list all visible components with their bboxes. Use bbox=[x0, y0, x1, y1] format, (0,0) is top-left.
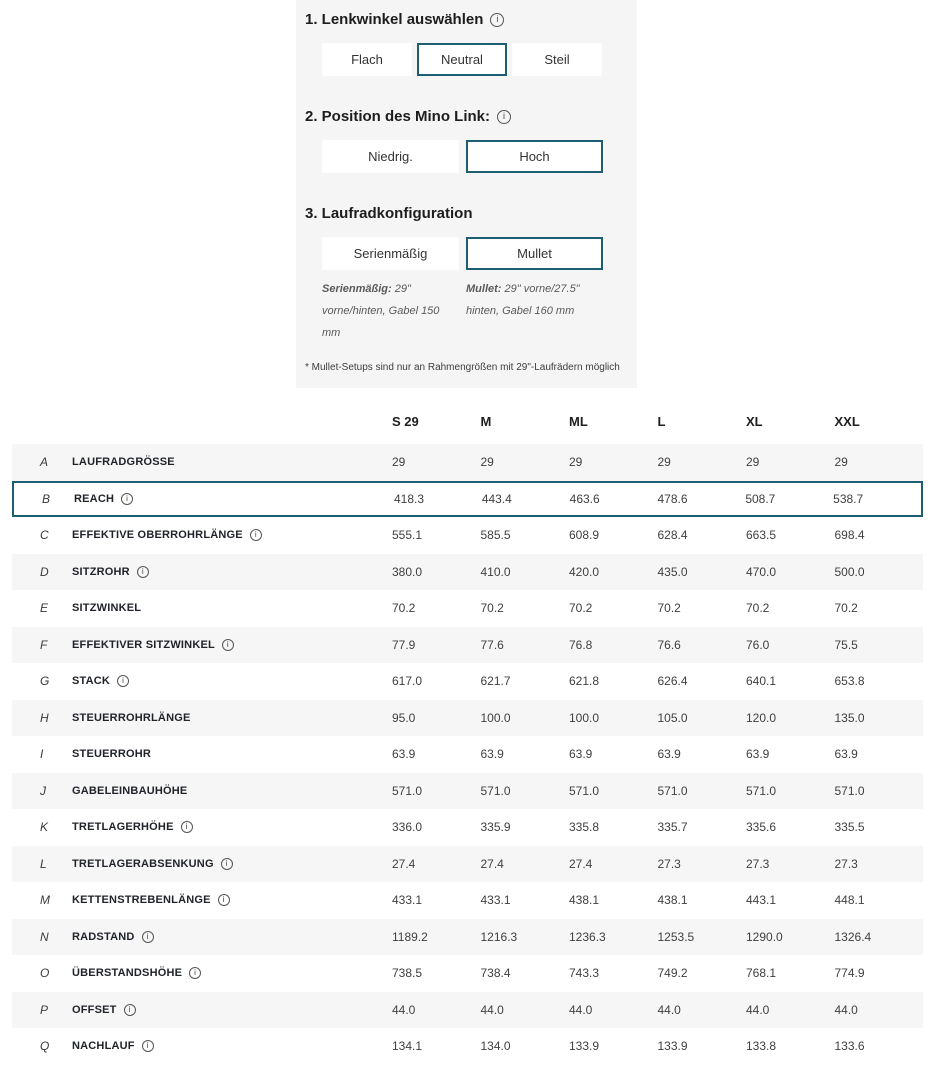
row-letter: P bbox=[40, 1002, 49, 1017]
caption-lead: Serienmäßig: bbox=[322, 283, 392, 295]
row-label bbox=[72, 712, 392, 724]
geometry-value: 1253.5 bbox=[657, 929, 695, 944]
geometry-value: 335.5 bbox=[834, 820, 865, 835]
row-letter: G bbox=[40, 674, 50, 689]
caption-mullet bbox=[466, 278, 603, 344]
column-header-s29: S 29 bbox=[392, 413, 419, 429]
geometry-value: 585.5 bbox=[480, 528, 511, 543]
row-letter: J bbox=[40, 783, 46, 798]
row-label-text: NACHLAUF bbox=[72, 1040, 135, 1053]
geometry-value: 135.0 bbox=[834, 710, 865, 725]
option-button-niedrig-[interactable]: Niedrig. bbox=[322, 140, 459, 173]
geometry-value: 27.4 bbox=[569, 856, 593, 871]
option-button-hoch[interactable]: Hoch bbox=[466, 140, 603, 173]
geometry-value: 336.0 bbox=[392, 820, 423, 835]
info-icon[interactable]: i bbox=[142, 1040, 154, 1052]
row-label-text: STACK bbox=[72, 675, 111, 688]
geometry-value: 134.1 bbox=[392, 1039, 423, 1054]
geometry-value: 640.1 bbox=[746, 674, 777, 689]
row-letter: H bbox=[40, 710, 49, 725]
geometry-value: 70.2 bbox=[746, 601, 770, 616]
info-icon[interactable]: i bbox=[497, 110, 511, 124]
lenkwinkel-options bbox=[322, 43, 637, 76]
mino-link-options bbox=[322, 140, 637, 173]
info-icon[interactable]: i bbox=[121, 493, 133, 505]
row-label bbox=[72, 858, 392, 870]
geometry-value: 443.1 bbox=[746, 893, 777, 908]
geometry-value: 29 bbox=[657, 455, 671, 470]
geometry-row-J[interactable] bbox=[12, 773, 923, 810]
row-label bbox=[72, 639, 392, 651]
row-letter: N bbox=[40, 929, 49, 944]
geometry-value: 555.1 bbox=[392, 528, 423, 543]
geometry-value: 663.5 bbox=[746, 528, 777, 543]
geometry-value: 29 bbox=[392, 455, 406, 470]
row-label bbox=[72, 456, 392, 468]
geometry-value: 44.0 bbox=[480, 1002, 504, 1017]
geometry-value: 133.6 bbox=[834, 1039, 865, 1054]
caption-serienmaessig bbox=[322, 278, 459, 344]
row-label-text: LAUFRADGRÖSSE bbox=[72, 456, 175, 469]
row-label-text: EFFEKTIVER SITZWINKEL bbox=[72, 638, 215, 651]
info-icon[interactable]: i bbox=[137, 566, 149, 578]
geometry-value: 105.0 bbox=[657, 710, 688, 725]
geometry-row-I[interactable] bbox=[12, 736, 923, 773]
geometry-value: 335.6 bbox=[746, 820, 777, 835]
option-button-flach[interactable]: Flach bbox=[322, 43, 412, 76]
caption-text: 29" vorne/hinten, Gabel 150 mm bbox=[322, 283, 440, 339]
geometry-value: 100.0 bbox=[569, 710, 600, 725]
geometry-value: 571.0 bbox=[657, 783, 688, 798]
geometry-value: 63.9 bbox=[746, 747, 770, 762]
row-label bbox=[72, 1004, 392, 1016]
geometry-value: 571.0 bbox=[834, 783, 865, 798]
geometry-value: 743.3 bbox=[569, 966, 600, 981]
section-title-text: 3. Laufradkonfiguration bbox=[305, 205, 473, 222]
row-label-text: STEUERROHR bbox=[72, 748, 152, 761]
row-label bbox=[72, 566, 392, 578]
geometry-value: 608.9 bbox=[569, 528, 600, 543]
row-label bbox=[72, 748, 392, 760]
geometry-value: 335.9 bbox=[480, 820, 511, 835]
geometry-row-H[interactable] bbox=[12, 700, 923, 737]
geometry-value: 768.1 bbox=[746, 966, 777, 981]
row-letter: E bbox=[40, 601, 49, 616]
geometry-value: 76.8 bbox=[569, 637, 593, 652]
geometry-value: 44.0 bbox=[569, 1002, 593, 1017]
geometry-value: 29 bbox=[746, 455, 760, 470]
geometry-row-C[interactable] bbox=[12, 517, 923, 554]
row-label bbox=[72, 967, 392, 979]
geometry-value: 70.2 bbox=[480, 601, 504, 616]
option-button-serienm-ig[interactable]: Serienmäßig bbox=[322, 237, 459, 270]
column-header-xxl: XXL bbox=[834, 413, 860, 429]
geometry-value: 133.9 bbox=[657, 1039, 688, 1054]
geometry-row-Q[interactable] bbox=[12, 1028, 923, 1065]
option-button-neutral[interactable]: Neutral bbox=[417, 43, 507, 76]
geometry-row-G[interactable] bbox=[12, 663, 923, 700]
geometry-value: 29 bbox=[480, 455, 494, 470]
geometry-value: 75.5 bbox=[834, 637, 858, 652]
info-icon[interactable]: i bbox=[222, 639, 234, 651]
geometry-value: 44.0 bbox=[746, 1002, 770, 1017]
geometry-value: 120.0 bbox=[746, 710, 777, 725]
row-letter: K bbox=[40, 820, 49, 835]
geometry-value: 380.0 bbox=[392, 564, 423, 579]
geometry-value: 1236.3 bbox=[569, 929, 606, 944]
geometry-value: 63.9 bbox=[392, 747, 416, 762]
info-icon[interactable]: i bbox=[181, 821, 193, 833]
geometry-value: 27.4 bbox=[392, 856, 416, 871]
row-label-text: STEUERROHRLÄNGE bbox=[72, 711, 191, 724]
row-label bbox=[72, 529, 392, 541]
column-header-l: L bbox=[657, 413, 666, 429]
geometry-value: 27.3 bbox=[657, 856, 681, 871]
geometry-value: 500.0 bbox=[834, 564, 865, 579]
geometry-value: 438.1 bbox=[657, 893, 688, 908]
row-label bbox=[72, 675, 392, 687]
geometry-value: 27.3 bbox=[746, 856, 770, 871]
geometry-value: 77.6 bbox=[480, 637, 504, 652]
geometry-value: 76.6 bbox=[657, 637, 681, 652]
row-label bbox=[72, 894, 392, 906]
geometry-value: 70.2 bbox=[569, 601, 593, 616]
row-label-text: SITZWINKEL bbox=[72, 602, 142, 615]
row-letter: O bbox=[40, 966, 50, 981]
section-title-text: 2. Position des Mino Link: bbox=[305, 108, 491, 125]
info-icon[interactable]: i bbox=[189, 967, 201, 979]
geometry-table-body bbox=[12, 444, 923, 1065]
row-label-text: REACH bbox=[74, 492, 115, 505]
option-button-mullet[interactable]: Mullet bbox=[466, 237, 603, 270]
wheel-config-captions bbox=[322, 278, 637, 344]
geometry-value: 621.7 bbox=[480, 674, 511, 689]
geometry-row-P[interactable] bbox=[12, 992, 923, 1029]
geometry-table-header bbox=[12, 398, 923, 444]
row-label-text: GABELEINBAUHÖHE bbox=[72, 784, 188, 797]
geometry-value: 410.0 bbox=[480, 564, 511, 579]
caption-lead: Mullet: bbox=[466, 283, 502, 295]
column-header-ml: ML bbox=[569, 413, 588, 429]
geometry-value: 70.2 bbox=[834, 601, 858, 616]
geometry-value: 1189.2 bbox=[392, 929, 428, 944]
option-button-steil[interactable]: Steil bbox=[512, 43, 602, 76]
geometry-value: 63.9 bbox=[480, 747, 504, 762]
geometry-value: 70.2 bbox=[657, 601, 681, 616]
row-letter: I bbox=[40, 747, 44, 762]
geometry-value: 420.0 bbox=[569, 564, 600, 579]
row-label-text: RADSTAND bbox=[72, 930, 135, 943]
section-title-laufradkonfiguration bbox=[305, 205, 637, 222]
geometry-value: 95.0 bbox=[392, 710, 416, 725]
row-label bbox=[72, 931, 392, 943]
geometry-value: 698.4 bbox=[834, 528, 865, 543]
row-letter: M bbox=[40, 893, 50, 908]
geometry-value: 44.0 bbox=[392, 1002, 416, 1017]
geometry-value: 448.1 bbox=[834, 893, 865, 908]
geometry-value: 29 bbox=[569, 455, 583, 470]
geometry-value: 44.0 bbox=[657, 1002, 681, 1017]
geometry-row-L[interactable] bbox=[12, 846, 923, 883]
geometry-value: 27.3 bbox=[834, 856, 858, 871]
row-label-text: OFFSET bbox=[72, 1003, 117, 1016]
geometry-value: 1290.0 bbox=[746, 929, 783, 944]
section-title-mino-link bbox=[305, 108, 637, 125]
row-letter: C bbox=[40, 528, 49, 543]
geometry-value: 1216.3 bbox=[480, 929, 518, 944]
geometry-value: 29 bbox=[834, 455, 848, 470]
row-letter: L bbox=[40, 856, 47, 871]
geometry-value: 335.8 bbox=[569, 820, 600, 835]
geometry-value: 433.1 bbox=[480, 893, 511, 908]
info-icon[interactable]: i bbox=[124, 1004, 136, 1016]
row-label-text: EFFEKTIVE OBERROHRLÄNGE bbox=[72, 529, 243, 542]
geometry-value: 133.8 bbox=[746, 1039, 777, 1054]
geometry-value: 134.0 bbox=[480, 1039, 511, 1054]
geometry-value: 571.0 bbox=[392, 783, 423, 798]
geometry-value: 621.8 bbox=[569, 674, 600, 689]
geometry-row-A[interactable] bbox=[12, 444, 923, 481]
row-label-text: SITZROHR bbox=[72, 565, 130, 578]
geometry-value: 470.0 bbox=[746, 564, 777, 579]
geometry-row-K[interactable] bbox=[12, 809, 923, 846]
geometry-value: 478.6 bbox=[657, 491, 688, 506]
geometry-value: 63.9 bbox=[834, 747, 858, 762]
geometry-value: 508.7 bbox=[745, 491, 776, 506]
geometry-value: 738.5 bbox=[392, 966, 423, 981]
geometry-value: 418.3 bbox=[394, 491, 425, 506]
geometry-value: 27.4 bbox=[480, 856, 504, 871]
geometry-value: 77.9 bbox=[392, 637, 416, 652]
info-icon[interactable]: i bbox=[221, 858, 233, 870]
geometry-row-B[interactable] bbox=[12, 481, 923, 518]
laufrad-options bbox=[322, 237, 637, 270]
info-icon[interactable]: i bbox=[490, 13, 504, 27]
geometry-value: 653.8 bbox=[834, 674, 865, 689]
info-icon[interactable]: i bbox=[117, 675, 129, 687]
geometry-value: 438.1 bbox=[569, 893, 600, 908]
geometry-value: 463.6 bbox=[569, 491, 600, 506]
row-label-text: TRETLAGERHÖHE bbox=[72, 821, 174, 834]
geometry-value: 63.9 bbox=[569, 747, 593, 762]
geometry-value: 617.0 bbox=[392, 674, 423, 689]
geometry-value: 335.7 bbox=[657, 820, 688, 835]
geometry-value: 76.0 bbox=[746, 637, 770, 652]
geometry-row-O[interactable] bbox=[12, 955, 923, 992]
row-letter: F bbox=[40, 637, 48, 652]
geometry-value: 443.4 bbox=[481, 491, 512, 506]
info-icon[interactable]: i bbox=[142, 931, 154, 943]
row-letter: D bbox=[40, 564, 49, 579]
info-icon[interactable]: i bbox=[218, 894, 230, 906]
geometry-value: 435.0 bbox=[657, 564, 688, 579]
row-label-text: KETTENSTREBENLÄNGE bbox=[72, 894, 211, 907]
row-label-text: ÜBERSTANDSHÖHE bbox=[72, 967, 183, 980]
geometry-value: 1326.4 bbox=[834, 929, 872, 944]
row-label bbox=[74, 493, 394, 505]
geometry-row-F[interactable] bbox=[12, 627, 923, 664]
row-label bbox=[72, 785, 392, 797]
geometry-value: 571.0 bbox=[569, 783, 600, 798]
row-letter: A bbox=[40, 455, 49, 470]
column-header-m: M bbox=[480, 413, 492, 429]
section-title-lenkwinkel bbox=[305, 11, 637, 28]
geometry-value: 44.0 bbox=[834, 1002, 858, 1017]
geometry-value: 571.0 bbox=[480, 783, 511, 798]
geometry-configurator-panel bbox=[296, 0, 637, 388]
row-label bbox=[72, 821, 392, 833]
geometry-value: 774.9 bbox=[834, 966, 865, 981]
geometry-value: 749.2 bbox=[657, 966, 688, 981]
row-label bbox=[72, 602, 392, 614]
caption-text: 29" vorne/27.5" hinten, Gabel 160 mm bbox=[466, 283, 580, 317]
geometry-table bbox=[12, 398, 923, 1065]
geometry-value: 571.0 bbox=[746, 783, 777, 798]
column-header-xl: XL bbox=[746, 413, 763, 429]
row-letter: B bbox=[42, 491, 51, 506]
mullet-footnote: * Mullet-Setups sind nur an Rahmengrößen mit 29"-Laufrädern möglich bbox=[305, 362, 620, 373]
geometry-value: 433.1 bbox=[392, 893, 423, 908]
geometry-value: 538.7 bbox=[833, 491, 864, 506]
geometry-value: 63.9 bbox=[657, 747, 681, 762]
geometry-value: 100.0 bbox=[480, 710, 511, 725]
geometry-value: 70.2 bbox=[392, 601, 416, 616]
geometry-value: 628.4 bbox=[657, 528, 688, 543]
row-label bbox=[72, 1040, 392, 1052]
section-title-text: 1. Lenkwinkel auswählen bbox=[305, 11, 484, 28]
geometry-value: 738.4 bbox=[480, 966, 511, 981]
geometry-value: 133.9 bbox=[569, 1039, 600, 1054]
geometry-row-E[interactable] bbox=[12, 590, 923, 627]
geometry-value: 626.4 bbox=[657, 674, 688, 689]
geometry-row-N[interactable] bbox=[12, 919, 923, 956]
info-icon[interactable]: i bbox=[250, 529, 262, 541]
row-label-text: TRETLAGERABSENKUNG bbox=[72, 857, 214, 870]
row-letter: Q bbox=[40, 1039, 50, 1054]
geometry-row-D[interactable] bbox=[12, 554, 923, 591]
geometry-row-M[interactable] bbox=[12, 882, 923, 919]
